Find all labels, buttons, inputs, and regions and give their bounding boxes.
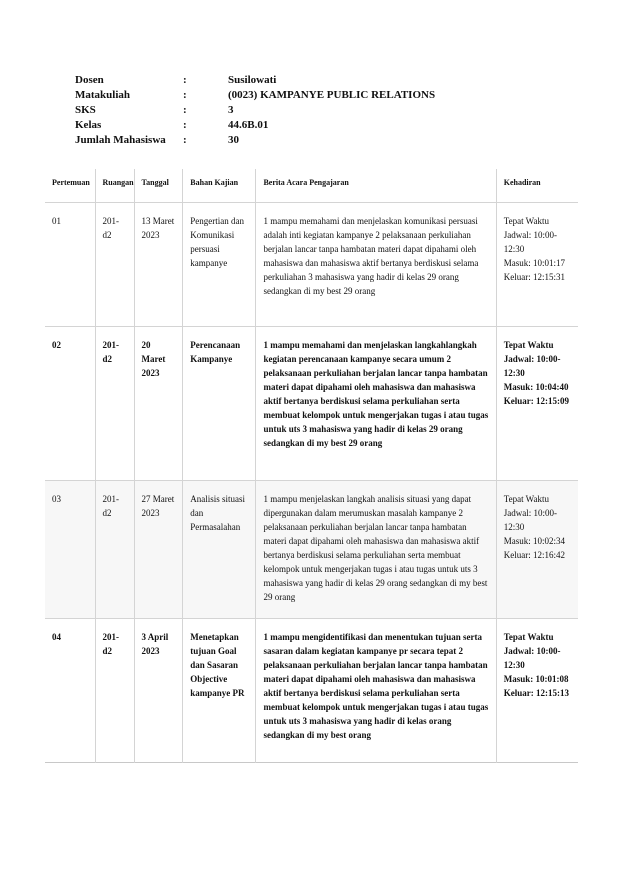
column-header-pertemuan: Pertemuan (45, 169, 95, 203)
cell-bahan-kajian: Menetapkan tujuan Goal dan Sasaran Objective kampanye PR (183, 619, 256, 763)
column-header-bahan-kajian: Bahan Kajian (183, 169, 256, 203)
header-row-kelas (75, 118, 435, 133)
attendance-status: Tepat Waktu (503, 494, 549, 504)
header-value: 30 (228, 134, 239, 146)
header-value: 3 (228, 104, 234, 116)
cell-ruangan: 201-d2 (95, 619, 134, 763)
cell-kehadiran (496, 619, 578, 763)
attendance-keluar: Keluar: 12:15:13 (503, 688, 569, 698)
cell-bahan-kajian: Pengertian dan Komunikasi persuasi kampanye (183, 203, 256, 327)
header-label: SKS (75, 104, 96, 116)
header-colon: : (183, 104, 187, 116)
attendance-status: Tepat Waktu (503, 632, 554, 642)
table-header-row (45, 169, 578, 203)
attendance-masuk: Masuk: 10:04:40 (503, 382, 569, 392)
column-header-berita-acara: Berita Acara Pengajaran (256, 169, 496, 203)
table-row (45, 203, 578, 327)
attendance-masuk: Masuk: 10:01:17 (503, 258, 565, 268)
cell-tanggal: 13 Maret 2023 (134, 203, 183, 327)
attendance-masuk: Masuk: 10:02:34 (503, 536, 565, 546)
header-label: Matakuliah (75, 89, 131, 101)
cell-bahan-kajian: Analisis situasi dan Permasalahan (183, 481, 256, 619)
cell-pertemuan: 04 (45, 619, 95, 763)
cell-pertemuan: 03 (45, 481, 95, 619)
header-label: Dosen (75, 74, 104, 86)
cell-berita-acara: 1 mampu memahami dan menjelaskan komunikasi persuasi adalah inti kegiatan kampanye 2 pelaksanaan perkuliahan berjalan lancar tanpa hambatan materi dapat dipahami oleh mahasiswa dan mahasiswa aktif bertanya berdiskusi selama perkuliahan 3 mahasiswa yang hadir di kelas 29 orang sedangkan di my best 29 orang (256, 203, 496, 327)
header-row-matakuliah (75, 88, 435, 103)
attendance-table (45, 169, 578, 763)
attendance-status: Tepat Waktu (503, 216, 549, 226)
cell-berita-acara: 1 mampu menjelaskan langkah analisis situasi yang dapat dipergunakan dalam merumuskan masalah kampanye 2 pelaksanaan perkuliahan berjalan lancar tanpa hambatan materi dapat dipahami oleh mahasiswa dan mahasiswa aktif bertanya berdiskusi selama perkuliahan serta membuat kelompok untuk mengerjakan tugas i atau tugas untuk uts 3 mahasiswa yang hadir di kelas 29 orang sedangkan di my best 29 orang (256, 481, 496, 619)
attendance-jadwal: Jadwal: 10:00-12:30 (503, 646, 561, 670)
cell-bahan-kajian: Perencanaan Kampanye (183, 327, 256, 481)
column-header-kehadiran: Kehadiran (503, 178, 541, 187)
header-value: 44.6B.01 (228, 119, 269, 131)
header-row-jumlah-mahasiswa (75, 133, 435, 148)
cell-pertemuan: 01 (45, 203, 95, 327)
header-row-sks (75, 103, 435, 118)
attendance-jadwal: Jadwal: 10:00-12:30 (503, 230, 557, 254)
table-row (45, 481, 578, 619)
attendance-jadwal: Jadwal: 10:00-12:30 (503, 354, 561, 378)
attendance-keluar: Keluar: 12:16:42 (503, 550, 565, 560)
attendance-keluar: Keluar: 12:15:31 (503, 272, 565, 282)
table-row (45, 619, 578, 763)
column-header-ruangan: Ruangan (95, 169, 134, 203)
header-colon: : (183, 134, 187, 146)
cell-berita-acara: 1 mampu mengidentifikasi dan menentukan tujuan serta sasaran dalam kegiatan kampanye pr secara tepat 2 pelaksanaan perkuliahan berjalan lancar tanpa hambatan materi dapat dipahami oleh mahasiswa dan mahasiswa aktif bertanya berdiskusi selama perkuliahan serta membuat kelompok untuk mengerjakan tugas i atau tugas untuk uts 3 mahasiswa yang hadir di kelas orang sedangkan di my best orang (256, 619, 496, 763)
cell-berita-acara: 1 mampu memahami dan menjelaskan langkahlangkah kegiatan perencanaan kampanye secara umum 2 pelaksanaan perkuliahan berjalan lancar tanpa hambatan materi dapat dipahami oleh mahasiswa dan mahasiswa aktif bertanya berdiskusi selama perkuliahan serta membuat kelompok untuk mengerjakan tugas i atau tugas untuk uts 3 mahasiswa yang hadir di kelas 29 orang sedangkan di my best 29 orang (256, 327, 496, 481)
course-header (75, 73, 435, 148)
header-value: Susilowati (228, 74, 277, 86)
cell-ruangan: 201-d2 (95, 481, 134, 619)
header-row-dosen (75, 73, 435, 88)
header-label: Kelas (75, 119, 102, 131)
cell-tanggal: 27 Maret 2023 (134, 481, 183, 619)
cell-ruangan: 201-d2 (95, 203, 134, 327)
attendance-jadwal: Jadwal: 10:00-12:30 (503, 508, 557, 532)
header-colon: : (183, 119, 187, 131)
cell-tanggal: 20 Maret 2023 (134, 327, 183, 481)
header-colon: : (183, 74, 187, 86)
attendance-status: Tepat Waktu (503, 340, 554, 350)
header-colon: : (183, 89, 187, 101)
cell-kehadiran (496, 327, 578, 481)
header-value: (0023) KAMPANYE PUBLIC RELATIONS (228, 89, 436, 101)
cell-kehadiran (496, 481, 578, 619)
attendance-masuk: Masuk: 10:01:08 (503, 674, 569, 684)
attendance-keluar: Keluar: 12:15:09 (503, 396, 569, 406)
table-row (45, 327, 578, 481)
column-header-tanggal: Tanggal (134, 169, 183, 203)
header-label: Jumlah Mahasiswa (75, 134, 166, 146)
cell-kehadiran (496, 203, 578, 327)
cell-ruangan: 201-d2 (95, 327, 134, 481)
cell-tanggal: 3 April 2023 (134, 619, 183, 763)
cell-pertemuan: 02 (45, 327, 95, 481)
